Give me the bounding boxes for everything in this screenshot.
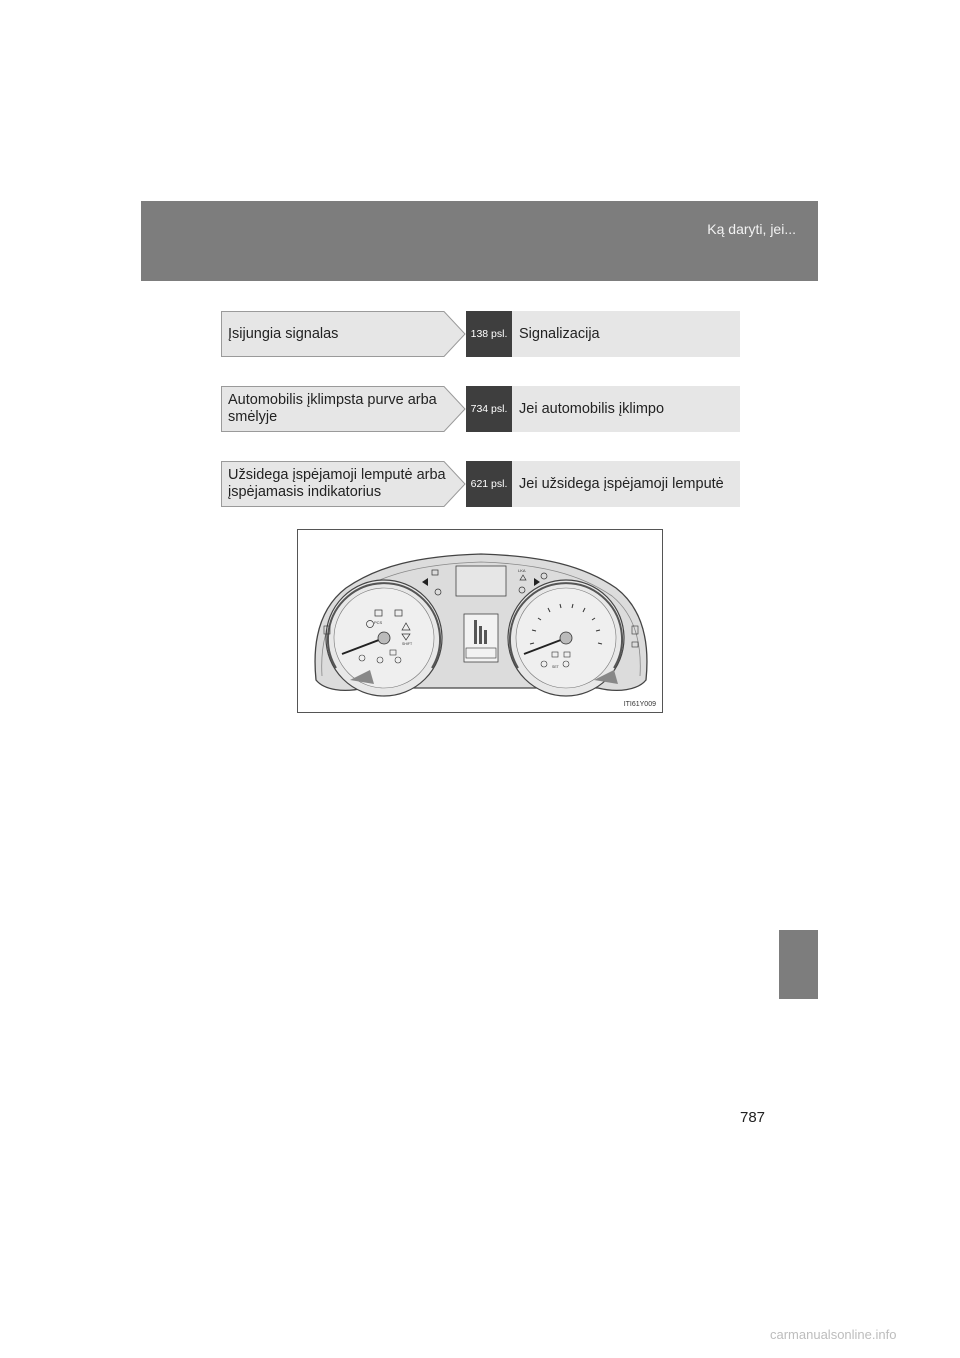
target-section-link[interactable]: Signalizacija xyxy=(512,311,740,357)
figure-code: ITI61Y009 xyxy=(623,701,656,708)
reference-row xyxy=(221,386,740,432)
cause-arrow xyxy=(221,386,466,432)
svg-text:LKA: LKA xyxy=(518,568,526,573)
page-number: 787 xyxy=(740,1109,766,1126)
target-section-link[interactable]: Jei automobilis įklimpo xyxy=(512,386,740,432)
chapter-header xyxy=(141,201,818,281)
svg-text:PCS: PCS xyxy=(374,620,383,625)
instrument-cluster-figure xyxy=(297,529,663,713)
page-reference-badge[interactable]: 138 psl. xyxy=(466,311,512,357)
cause-text: Įsijungia signalas xyxy=(228,325,339,342)
page-reference-badge[interactable]: 621 psl. xyxy=(466,461,512,507)
cause-arrow xyxy=(221,461,466,507)
page-reference-badge[interactable]: 734 psl. xyxy=(466,386,512,432)
target-section-link[interactable]: Jei užsidega įspėjamoji lemputė xyxy=(512,461,740,507)
reference-row xyxy=(221,461,740,507)
cause-text: Užsidega įspėjamoji lemputė arba įspėjamasis indikatorius xyxy=(228,467,446,500)
svg-text:SET: SET xyxy=(552,665,559,669)
cause-text: Automobilis įklimpsta purve arba smėlyje xyxy=(228,392,437,425)
instrument-cluster-illustration xyxy=(298,530,664,714)
watermark: carmanualsonline.info xyxy=(770,1327,897,1342)
svg-text:SHIFT: SHIFT xyxy=(402,642,413,646)
cause-arrow xyxy=(221,311,466,357)
chapter-side-tab xyxy=(779,930,818,999)
chapter-title: Ką daryti, jei... xyxy=(707,221,796,237)
reference-row xyxy=(221,311,740,357)
